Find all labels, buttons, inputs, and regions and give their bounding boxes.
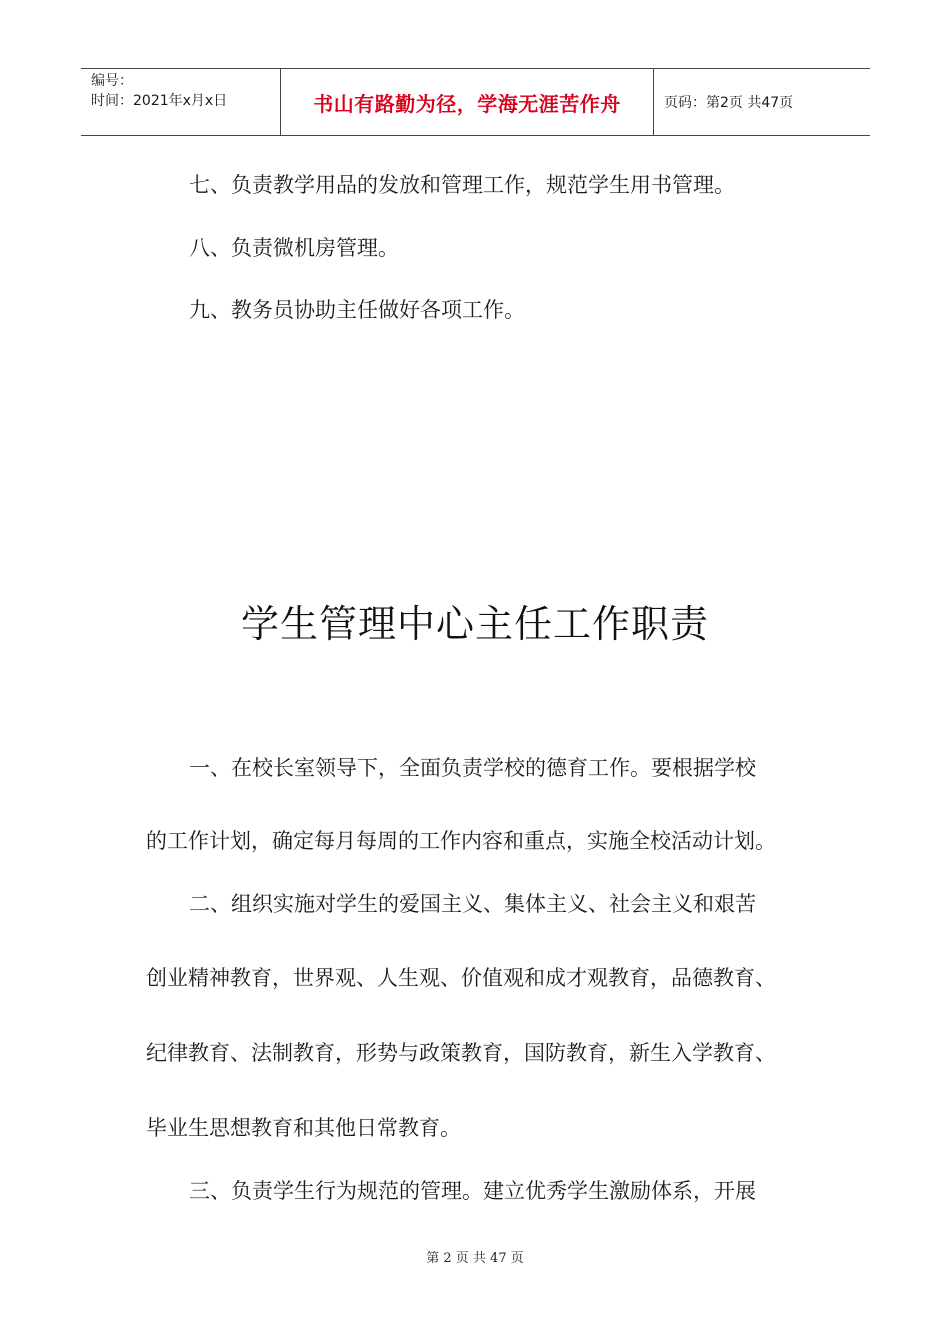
body-line: 毕业生思想教育和其他日常教育。 [146,1116,461,1140]
header-motto: 书山有路勤为径，学海无涯苦作舟 [281,69,654,135]
body-line: 三、负责学生行为规范的管理。建立优秀学生激励体系，开展 [189,1179,756,1203]
body-line: 纪律教育、法制教育，形势与政策教育，国防教育，新生入学教育、 [146,1041,776,1065]
duty-item-9: 九、教务员协助主任做好各项工作。 [189,298,525,322]
body-line: 二、组织实施对学生的爱国主义、集体主义、社会主义和艰苦 [189,892,756,916]
body-line: 一、在校长室领导下，全面负责学校的德育工作。要根据学校 [189,756,756,780]
duty-item-7: 七、负责教学用品的发放和管理工作，规范学生用书管理。 [189,173,735,197]
body-line: 的工作计划，确定每月每周的工作内容和重点，实施全校活动计划。 [146,829,776,853]
number-label: 编号： [91,73,133,89]
time-label: 时间：2021年x月x日 [91,93,228,109]
header-page-info: 页码：第2页 共47页 [664,95,794,111]
page-footer: 第 2 页 共 47 页 [426,1251,524,1266]
duty-item-8: 八、负责微机房管理。 [189,236,399,260]
body-line: 创业精神教育，世界观、人生观、价值观和成才观教育，品德教育、 [146,966,776,990]
document-header [81,68,870,136]
header-meta [81,69,281,135]
section-title: 学生管理中心主任工作职责 [240,602,709,646]
